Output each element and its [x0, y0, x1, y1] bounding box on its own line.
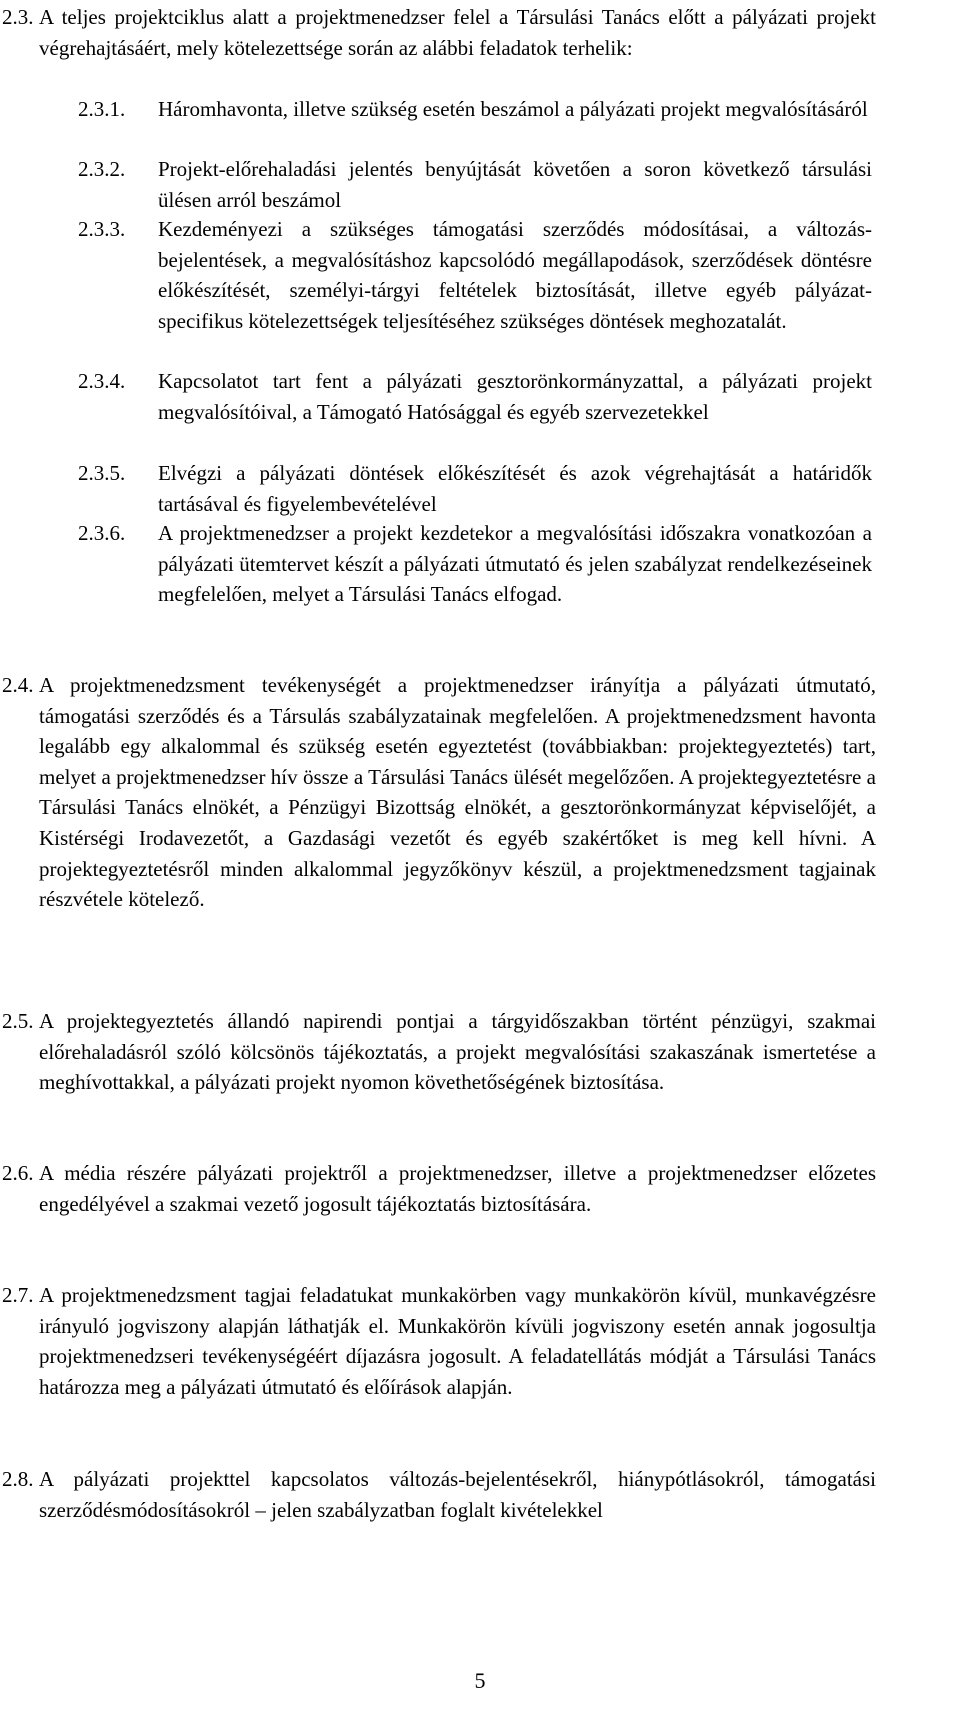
section-2-8 — [2, 1464, 876, 1525]
page-number: 5 — [474, 1668, 486, 1693]
subitem-number: 2.3.4. — [78, 369, 126, 393]
subitem-2-3-3 — [78, 214, 872, 336]
subitem-text: Elvégzi a pályázati döntések előkészítését és azok végrehajtását a határidők tartásával és figyelembevételével — [158, 461, 872, 516]
section-text: A projektegyeztetés állandó napirendi pontjai a tárgyidőszakban történt pénzügyi, szakmai előrehaladásról szóló kölcsönös tájékoztatás, a projekt megvalósítási szakaszának ismertetése a meghívottakkal, a pályázati projekt nyomon követhetőségének biztosítása. — [39, 1009, 876, 1095]
section-number: 2.5. — [2, 1009, 34, 1033]
subitem-text: Kezdeményezi a szükséges támogatási szerződés módosításai, a változás-bejelentések, a megvalósításhoz kapcsolódó megállapodások, szerződések döntésre előkészítését, személyi-tárgyi feltételek biztosítását, illetve egyéb pályázat-specifikus kötelezettségek teljesítéséhez szükséges döntések meghozatalát. — [158, 217, 872, 333]
section-2-7 — [2, 1280, 876, 1402]
subitem-number: 2.3.6. — [78, 521, 126, 545]
subitem-2-3-2 — [78, 154, 872, 215]
section-text: A projektmenedzsment tevékenységét a projektmenedzser irányítja a pályázati útmutató, támogatási szerződés és a Társulás szabályzatainak megfelelően. A projektmenedzsment havonta legalább egy alkalommal és szükség esetén egyeztetést (továbbiakban: projektegyeztetés) tart, melyet a projektmenedzser hív össze a Társulási Tanács ülését megelőzően. A projektegyeztetésre a Társulási Tanács elnökét, a Pénzügyi Bizottság elnökét, a gesztorönkormányzat képviselőjét, a Kistérségi Irodavezetőt, a Gazdasági vezetőt és egyéb szakértőket is meg kell hívni. A projektegyeztetésről minden alkalommal jegyzőkönyv készül, a projektmenedzsment tagjainak részvétele kötelező. — [39, 673, 876, 912]
section-text: A média részére pályázati projektről a projektmenedzser, illetve a projektmenedzser előzetes engedélyével a szakmai vezető jogosult tájékoztatás biztosítására. — [39, 1161, 876, 1216]
section-2-4 — [2, 670, 876, 915]
subitem-text: Projekt-előrehaladási jelentés benyújtását követően a soron következő társulási ülésen arról beszámol — [158, 157, 872, 212]
subitem-2-3-1 — [78, 94, 872, 125]
section-text: A teljes projektciklus alatt a projektmenedzser felel a Társulási Tanács előtt a pályázati projekt végrehajtásáért, mely kötelezettsége során az alábbi feladatok terhelik: — [39, 5, 876, 60]
subitem-text: A projektmenedzser a projekt kezdetekor a megvalósítási időszakra vonatkozóan a pályázati ütemtervet készít a pályázati útmutató és jelen szabályzat rendelkezéseinek megfelelően, melyet a Társulási Tanács elfogad. — [158, 521, 872, 607]
section-text: A pályázati projekttel kapcsolatos változás-bejelentésekről, hiánypótlásokról, támogatási szerződésmódosításokról – jelen szabályzatban foglalt kivételekkel — [39, 1467, 876, 1522]
section-number: 2.4. — [2, 673, 34, 697]
subitem-number: 2.3.1. — [78, 97, 126, 121]
subitem-number: 2.3.3. — [78, 217, 126, 241]
section-2-6 — [2, 1158, 876, 1219]
section-text: A projektmenedzsment tagjai feladatukat munkakörben vagy munkakörön kívül, munkavégzésre irányuló jogviszony alapján láthatják el. Munkakörön kívüli jogviszony esetén annak jogosultja projektmenedzseri tevékenységéért díjazásra jogosult. A feladatellátás módját a Társulási Tanács határozza meg a pályázati útmutató és előírások alapján. — [39, 1283, 876, 1399]
subitem-number: 2.3.5. — [78, 461, 126, 485]
section-number: 2.8. — [2, 1467, 34, 1491]
section-2-3 — [2, 2, 876, 63]
subitem-2-3-6 — [78, 518, 872, 610]
section-number: 2.7. — [2, 1283, 34, 1307]
subitem-number: 2.3.2. — [78, 157, 126, 181]
section-2-5 — [2, 1006, 876, 1098]
section-number: 2.6. — [2, 1161, 34, 1185]
subitem-text: Kapcsolatot tart fent a pályázati gesztorönkormányzattal, a pályázati projekt megvalósítóival, a Támogató Hatósággal és egyéb szervezetekkel — [158, 369, 872, 424]
subitem-2-3-5 — [78, 458, 872, 519]
section-number: 2.3. — [2, 5, 34, 29]
subitem-text: Háromhavonta, illetve szükség esetén beszámol a pályázati projekt megvalósításáról — [158, 97, 868, 121]
subitem-2-3-4 — [78, 366, 872, 427]
